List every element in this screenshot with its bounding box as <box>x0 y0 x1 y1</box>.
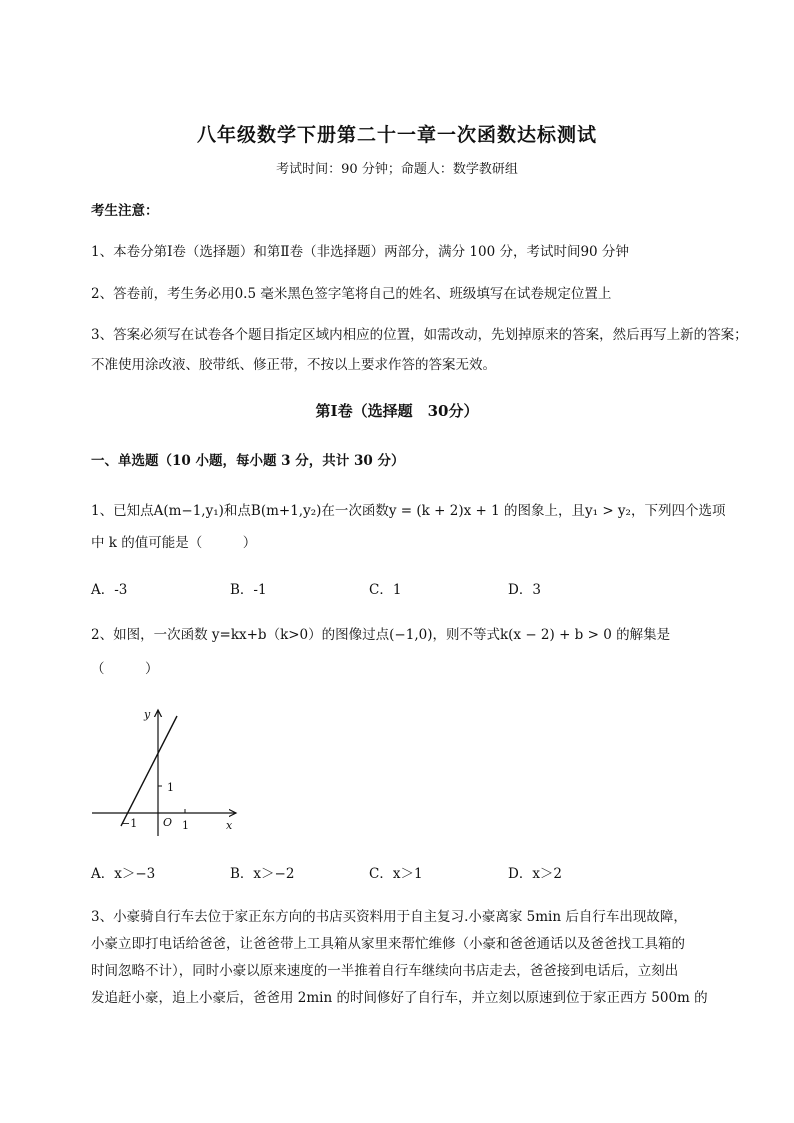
function-line <box>121 716 177 826</box>
x-axis-label: x <box>226 819 233 832</box>
choice-d[interactable]: D．3 <box>508 582 541 598</box>
question-1-line-2: 中 k 的值可能是（ ） <box>91 535 257 551</box>
x-tick-label-pos: 1 <box>182 819 189 832</box>
graph-svg <box>88 702 248 842</box>
choice-b[interactable]: B．-1 <box>230 582 267 598</box>
choice-c[interactable]: C．1 <box>369 582 402 598</box>
question-2-choices <box>91 862 751 884</box>
function-graph <box>88 702 248 842</box>
y-axis-label: y <box>144 708 151 721</box>
choice-b[interactable]: B．x＞−2 <box>230 866 295 882</box>
page-title: 八年级数学下册第二十一章一次函数达标测试 <box>196 124 597 146</box>
part-one-title: 第Ⅰ卷（选择题 30分） <box>315 402 479 420</box>
origin-label: O <box>163 816 173 829</box>
notice-item-1: 1、本卷分第Ⅰ卷（选择题）和第Ⅱ卷（非选择题）两部分，满分 100 分，考试时间90 分钟 <box>91 244 629 260</box>
y-tick-label: 1 <box>167 781 174 794</box>
notice-item-3: 3、答案必须写在试卷各个题目指定区域内相应的位置，如需改动，先划掉原来的答案，然后再写上新的答案；不准使用涂改液、胶带纸、修正带，不按以上要求作答的答案无效。 <box>91 327 748 373</box>
page-subtitle: 考试时间：90 分钟；命题人：数学教研组 <box>276 162 518 177</box>
question-3-line-3: 时间忽略不计），同时小豪以原来速度的一半推着自行车继续向书店走去，爸爸接到电话后，立刻出 <box>91 963 679 979</box>
question-3-line-2: 小豪立即打电话给爸爸，让爸爸带上工具箱从家里来帮忙维修（小豪和爸爸通话以及爸爸找工具箱的 <box>91 936 685 952</box>
choice-a[interactable]: A．x＞−3 <box>91 866 156 882</box>
x-tick-label-neg: −1 <box>121 817 138 830</box>
section-heading: 一、单选题（10 小题，每小题 3 分，共计 30 分） <box>91 453 405 469</box>
notice-heading: 考生注意： <box>91 203 159 219</box>
choice-d[interactable]: D．x＞2 <box>508 866 563 882</box>
choice-a[interactable]: A．-3 <box>91 582 128 598</box>
question-2-line-1: 2、如图，一次函数 y=kx+b（k>0）的图像过点(−1,0)，则不等式k(x − 2) + b > 0 的解集是 <box>91 627 671 643</box>
notice-item-2: 2、答卷前，考生务必用0.5 毫米黑色签字笔将自己的姓名、班级填写在试卷规定位置上 <box>91 286 612 302</box>
question-3-line-4: 发追赶小豪，追上小豪后，爸爸用 2min 的时间修好了自行车，并立刻以原速到位于家正西方 500m 的 <box>91 990 708 1006</box>
question-1-line-1: 1、已知点A(m−1,y₁)和点B(m+1,y₂)在一次函数y = (k + 2)x + 1 的图象上，且y₁ > y₂，下列四个选项 <box>91 503 726 519</box>
choice-c[interactable]: C．x＞1 <box>369 866 423 882</box>
question-2-line-2: （ ） <box>91 661 159 677</box>
question-3-line-1: 3、小豪骑自行车去位于家正东方向的书店买资料用于自主复习.小豪离家 5min 后自行车出现故障， <box>91 909 687 925</box>
question-1-choices <box>91 578 751 600</box>
